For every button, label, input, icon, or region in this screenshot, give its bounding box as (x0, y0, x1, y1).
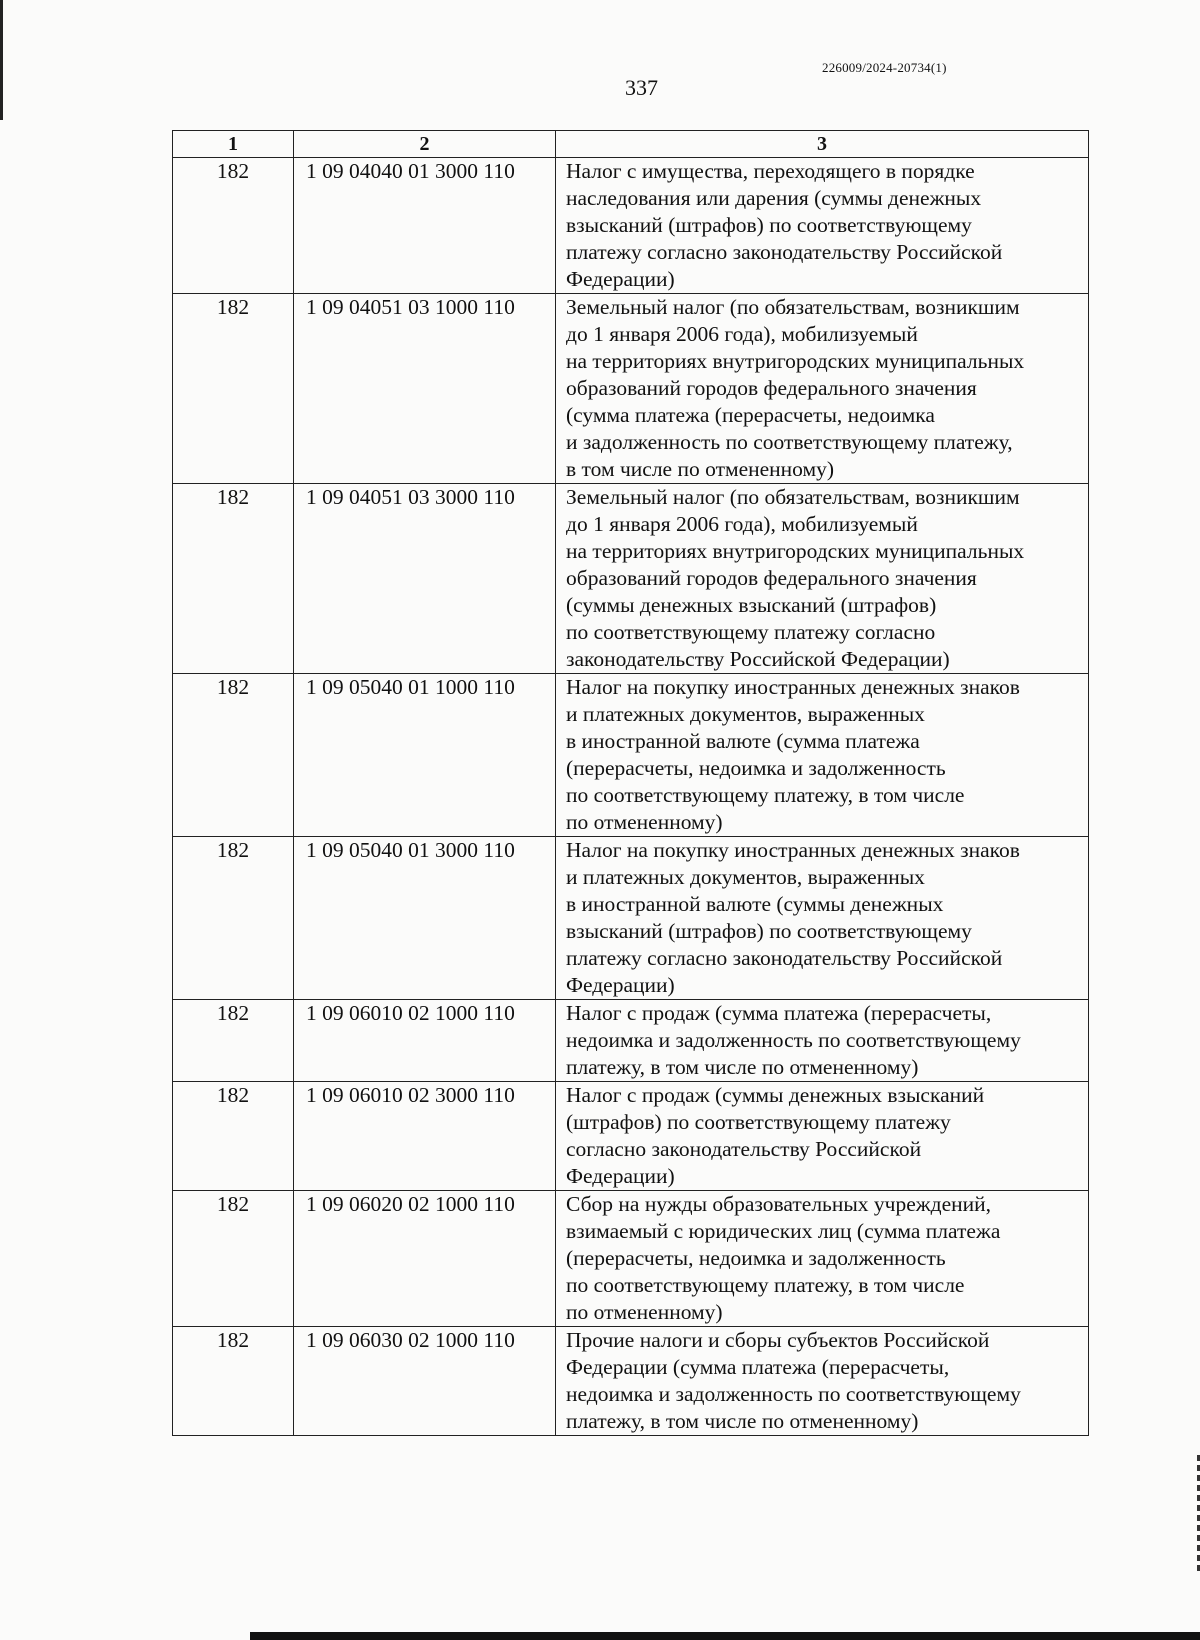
budget-code-cell: 1 09 05040 01 1000 110 (294, 674, 556, 837)
table-row (173, 1191, 1089, 1327)
table-header-row (173, 131, 1089, 158)
budget-code-cell: 1 09 06010 02 3000 110 (294, 1082, 556, 1191)
table-row (173, 484, 1089, 674)
table-row (173, 674, 1089, 837)
income-name-cell: Прочие налоги и сборы субъектов Российской Федерации (сумма платежа (перерасчеты, недоимка и задолженность по соответствующему платежу, в том числе по отмененному) (556, 1327, 1089, 1436)
table-row (173, 1082, 1089, 1191)
budget-code-cell: 1 09 06030 02 1000 110 (294, 1327, 556, 1436)
income-name-cell: Налог с продаж (суммы денежных взысканий (штрафов) по соответствующему платежу согласно законодательству Российской Федерации) (556, 1082, 1089, 1191)
table-row (173, 1327, 1089, 1436)
budget-code-cell: 1 09 04051 03 1000 110 (294, 294, 556, 484)
income-name-cell: Налог с имущества, переходящего в порядке наследования или дарения (суммы денежных взысканий (штрафов) по соответствующему платежу согласно законодательству Российской Федерации) (556, 158, 1089, 294)
admin-code-cell: 182 (173, 674, 294, 837)
budget-code-cell: 1 09 04051 03 3000 110 (294, 484, 556, 674)
admin-code-cell: 182 (173, 294, 294, 484)
column-header-2: 2 (294, 131, 556, 158)
budget-code-cell: 1 09 06020 02 1000 110 (294, 1191, 556, 1327)
page-number: 337 (625, 75, 658, 100)
income-name-cell: Налог на покупку иностранных денежных знаков и платежных документов, выраженных в иностранной валюте (сумма платежа (перерасчеты, недоимка и задолженность по соответствующему платежу, в том числе по отмененному) (556, 674, 1089, 837)
admin-code-cell: 182 (173, 1000, 294, 1082)
table-row (173, 837, 1089, 1000)
budget-classification-table (172, 130, 1089, 1436)
income-name-cell: Земельный налог (по обязательствам, возникшим до 1 января 2006 года), мобилизуемый на территориях внутригородских муниципальных образований городов федерального значения (суммы денежных взысканий (штрафов) по соответствующему платежу согласно законодательству Российской Федерации) (556, 484, 1089, 674)
admin-code-cell: 182 (173, 1082, 294, 1191)
admin-code-cell: 182 (173, 158, 294, 294)
budget-code-cell: 1 09 06010 02 1000 110 (294, 1000, 556, 1082)
income-name-cell: Земельный налог (по обязательствам, возникшим до 1 января 2006 года), мобилизуемый на территориях внутригородских муниципальных образований городов федерального значения (сумма платежа (перерасчеты, недоимка и задолженность по соответствующему платежу, в том числе по отмененному) (556, 294, 1089, 484)
income-name-cell: Налог на покупку иностранных денежных знаков и платежных документов, выраженных в иностранной валюте (суммы денежных взысканий (штрафов) по соответствующему платежу согласно законодательству Российской Федерации) (556, 837, 1089, 1000)
admin-code-cell: 182 (173, 484, 294, 674)
table-row (173, 158, 1089, 294)
budget-code-cell: 1 09 04040 01 3000 110 (294, 158, 556, 294)
income-name-cell: Сбор на нужды образовательных учреждений, взимаемый с юридических лиц (сумма платежа (перерасчеты, недоимка и задолженность по соответствующему платежу, в том числе по отмененному) (556, 1191, 1089, 1327)
column-header-3: 3 (556, 131, 1089, 158)
scan-edge-bottom (250, 1632, 1200, 1640)
budget-code-cell: 1 09 05040 01 3000 110 (294, 837, 556, 1000)
admin-code-cell: 182 (173, 837, 294, 1000)
table-row (173, 294, 1089, 484)
column-header-1: 1 (173, 131, 294, 158)
income-name-cell: Налог с продаж (сумма платежа (перерасчеты, недоимка и задолженность по соответствующему платежу, в том числе по отмененному) (556, 1000, 1089, 1082)
scan-edge-left (0, 0, 3, 120)
document-id: 226009/2024-20734(1) (822, 60, 947, 75)
admin-code-cell: 182 (173, 1191, 294, 1327)
admin-code-cell: 182 (173, 1327, 294, 1436)
table-row (173, 1000, 1089, 1082)
